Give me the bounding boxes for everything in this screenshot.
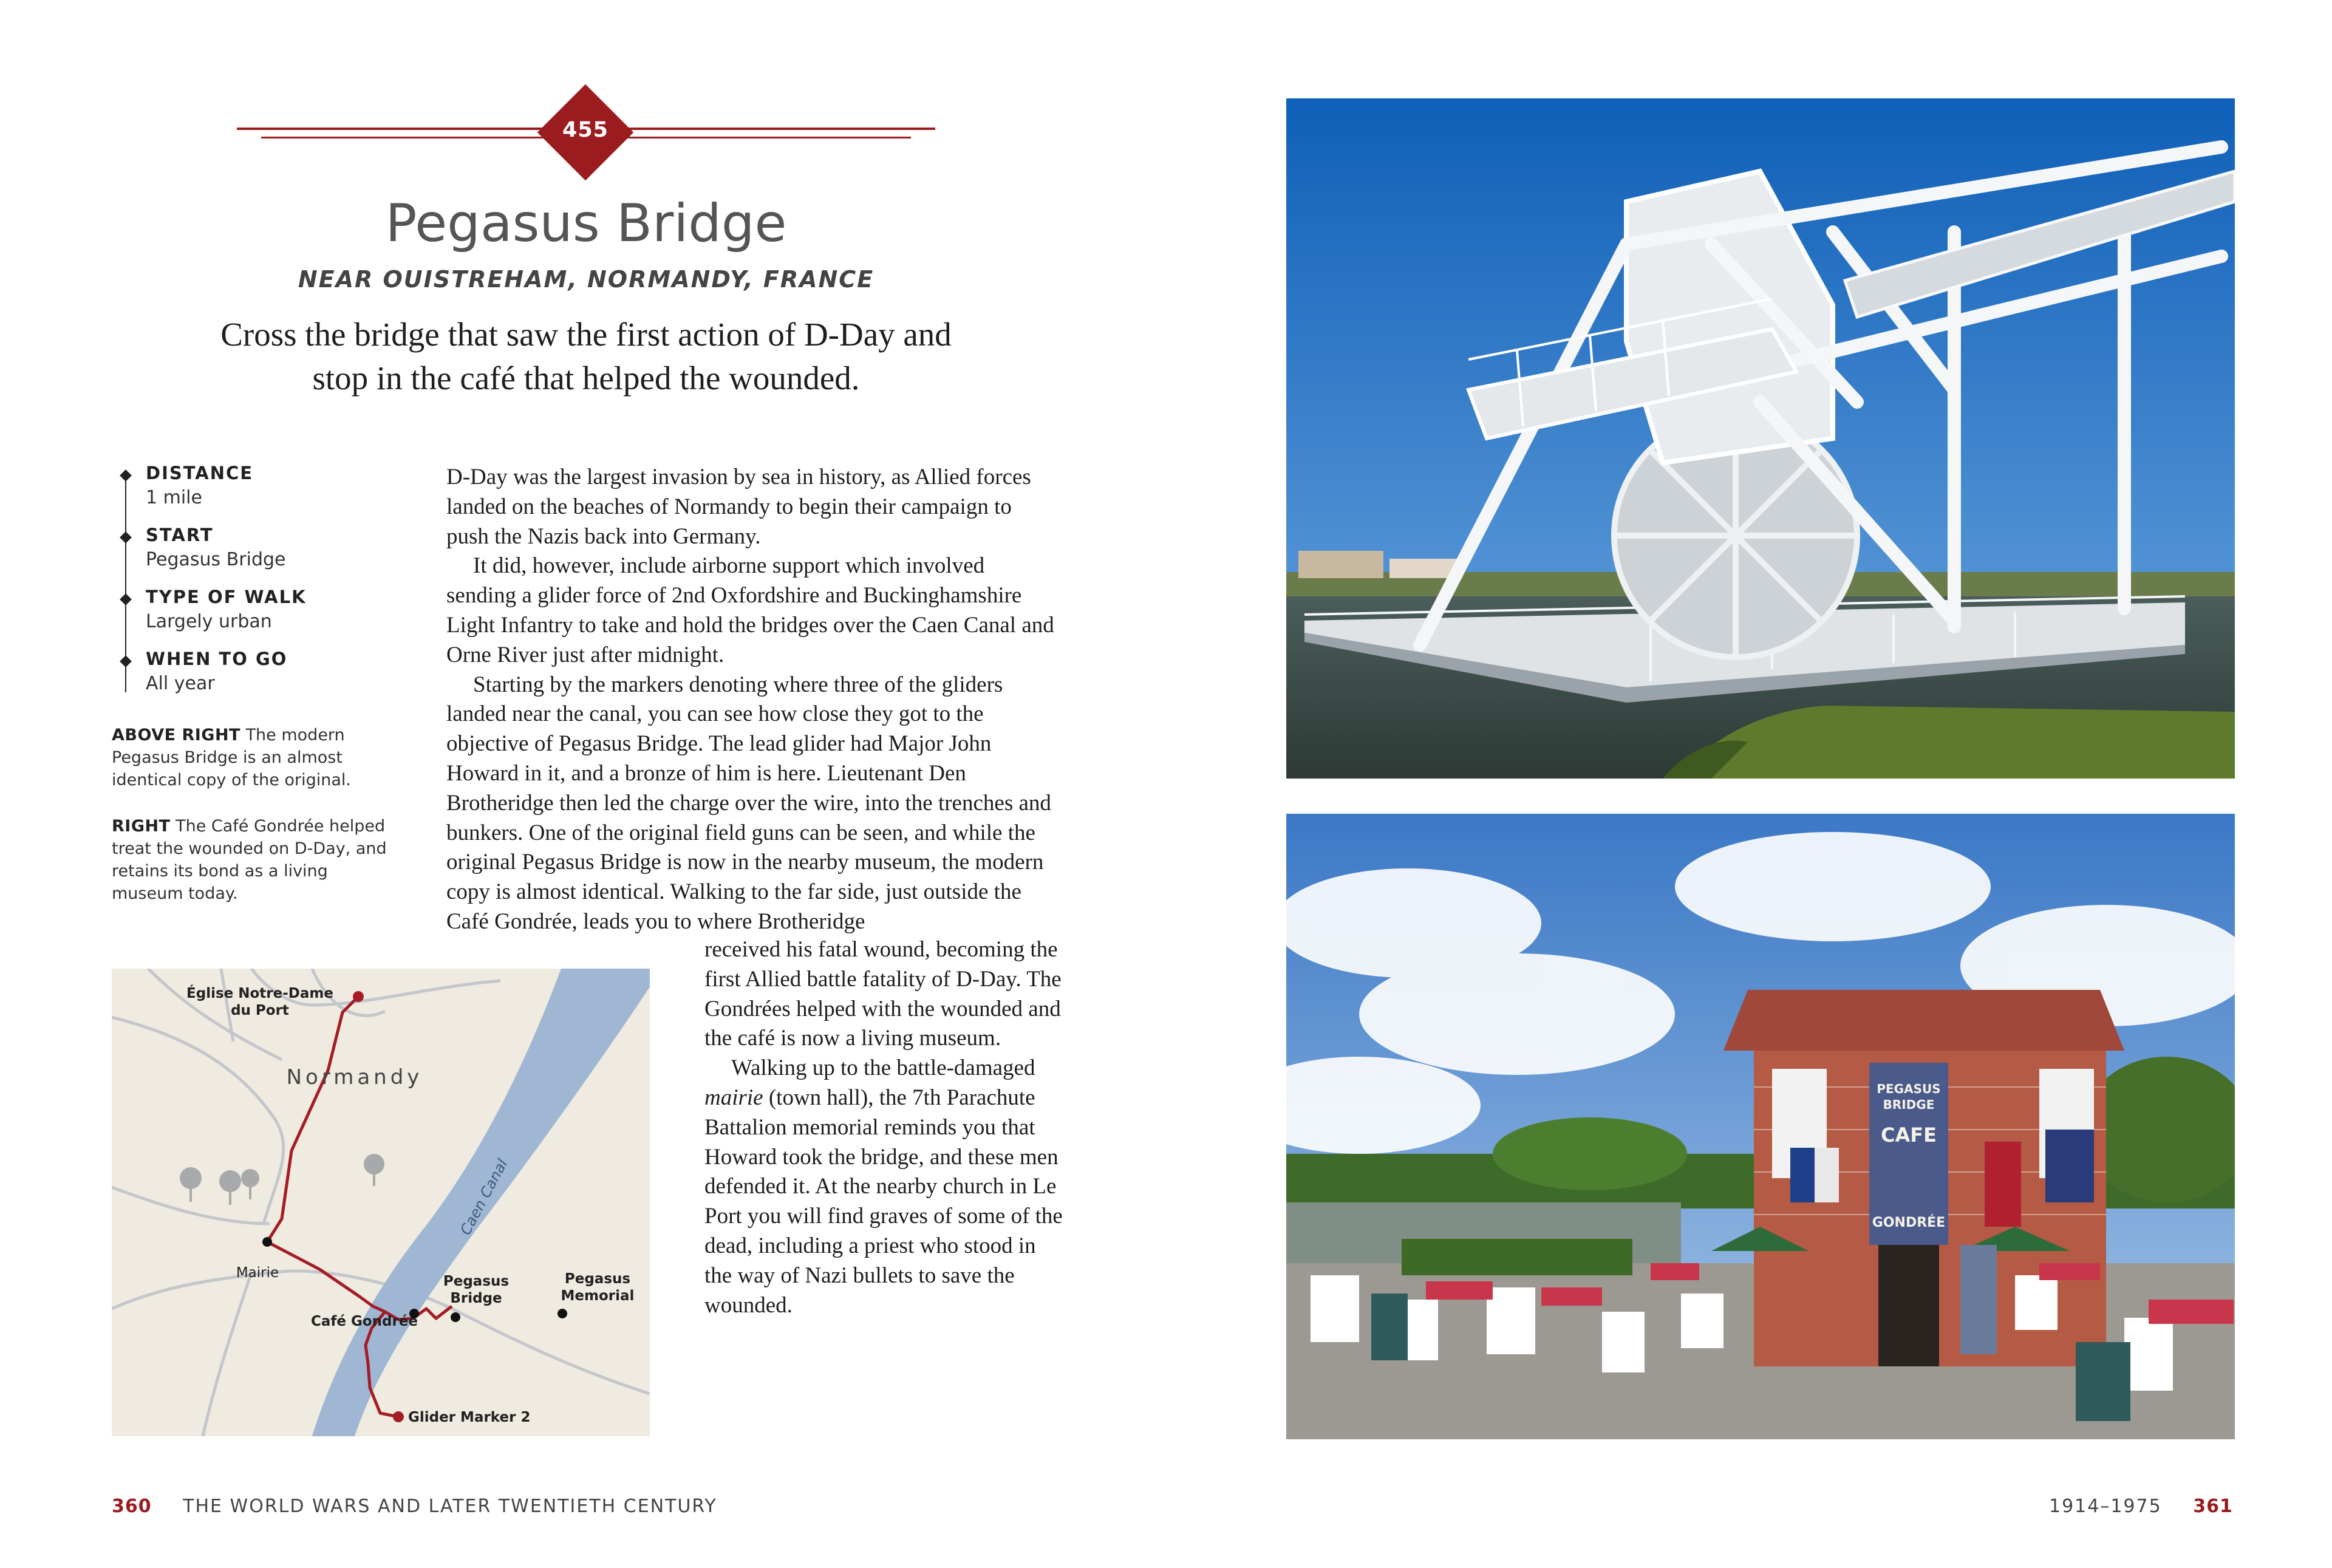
footer-left — [112, 1496, 717, 1517]
route-map — [112, 969, 650, 1436]
page-number-left: 360 — [112, 1496, 152, 1517]
sign-line: BRIDGE — [1883, 1097, 1935, 1112]
mairie-marker — [262, 1237, 272, 1247]
map-label: du Port — [231, 1003, 289, 1018]
sign-line: GONDRÉE — [1872, 1215, 1946, 1230]
caption-text: The modern Pegasus Bridge is an almost identical copy of the original. — [112, 726, 351, 789]
footer-right — [2049, 1496, 2233, 1517]
tree-trunk — [229, 1190, 231, 1205]
caption-lead: RIGHT — [112, 817, 171, 836]
region-label: Normandy — [286, 1065, 423, 1089]
bridge-marker — [451, 1312, 460, 1322]
body-paragraph: D-Day was the largest invasion by sea in history, as Allied forces landed on the beaches of Normandy to begin their campaign to push the Nazis back into Germany. — [446, 465, 1031, 549]
location-subtitle: NEAR OUISTREHAM, NORMANDY, FRANCE — [298, 266, 874, 293]
era-range: 1914–1975 — [2049, 1496, 2162, 1517]
header-rule-right — [619, 128, 935, 130]
map-label: Glider Marker 2 — [408, 1409, 531, 1425]
body-emphasis: mairie — [704, 1085, 763, 1110]
caption-lead: ABOVE RIGHT — [112, 726, 240, 745]
body-paragraph: Starting by the markers denoting where three of the gliders landed near the canal, you can see how close they got to the objective of Pegasus Bridge. The lead glider had Major John Howard in it, and a bronze of him is here. Lieutenant Den Brotheridge then led the charge over the wire, into the trenches and bunkers. One of the original field guns can be seen, and while the original Pegasus Bridge is now in the nearby museum, the modern copy is almost identical. Walking to the far side, just outside the Café Gondrée, leads you to where Brotheridge — [446, 672, 1051, 934]
tree-icon — [241, 1169, 259, 1187]
cafe-illustration — [1286, 814, 2235, 1439]
diamond-icon — [120, 593, 132, 605]
info-label: START — [146, 525, 214, 545]
map-label: Église Notre-Dame — [186, 986, 333, 1001]
canal-label: Caen Canal — [457, 1156, 511, 1238]
bridge-illustration — [1286, 98, 2235, 779]
route-map-svg — [112, 969, 650, 1436]
photo-cafe-gondree — [1286, 814, 2235, 1439]
memorial-marker — [557, 1309, 567, 1318]
info-label: DISTANCE — [146, 463, 254, 483]
map-label: Bridge — [450, 1290, 502, 1306]
tree-icon — [180, 1167, 202, 1189]
body-paragraph — [704, 1054, 1063, 1320]
body-text: (town hall), the 7th Parachute Battalion memorial reminds you that Howard took the bridge, and these men defended it. At the nearby church in Le Port you will find graves of some of the dead, including a priest who stood in the way of Nazi bullets to save the wounded. — [704, 1085, 1063, 1318]
walk-number: 455 — [562, 118, 609, 142]
header-rule-left — [237, 128, 553, 130]
eglise-marker — [353, 991, 364, 1002]
header-rule-left-inner — [261, 137, 553, 138]
tree-icon — [364, 1154, 384, 1174]
body-paragraph: It did, however, include airborne support which involved sending a glider force of 2nd Oxfordshire and Buckinghamshire Light Infantry to take and hold the bridges over the Caen Canal and Orne River just after midnight. — [446, 553, 1054, 667]
section-title: THE WORLD WARS AND LATER TWENTIETH CENTURY — [183, 1496, 717, 1517]
map-label: Memorial — [561, 1288, 635, 1304]
glider-marker — [393, 1411, 404, 1422]
info-label: WHEN TO GO — [146, 649, 288, 669]
caption-right — [112, 815, 403, 905]
map-label: Café Gondrée — [310, 1314, 418, 1329]
map-label: Mairie — [236, 1265, 279, 1281]
sign-line: PEGASUS — [1877, 1082, 1941, 1096]
tree-trunk — [189, 1187, 192, 1202]
diamond-icon — [120, 469, 132, 482]
tree-icon — [219, 1170, 241, 1192]
page-title: Pegasus Bridge — [385, 193, 787, 254]
body-text-column-continued — [704, 935, 1063, 1320]
tree-trunk — [249, 1186, 251, 1199]
info-value: Pegasus Bridge — [146, 549, 286, 570]
photo-pegasus-bridge — [1286, 98, 2235, 779]
sign-line: CAFE — [1881, 1123, 1937, 1147]
header-rule-right-inner — [619, 137, 911, 138]
diamond-icon — [120, 655, 132, 667]
diamond-icon — [120, 531, 132, 544]
body-text: Walking up to the battle-damaged — [731, 1055, 1035, 1081]
info-value: All year — [146, 673, 215, 694]
info-value: Largely urban — [146, 611, 272, 632]
lede: Cross the bridge that saw the first action of D-Day and stop in the café that helped the wounded. — [220, 316, 952, 397]
map-label: Pegasus — [443, 1273, 510, 1289]
body-paragraph: received his fatal wound, becoming the first Allied battle fatality of D-Day. The Gondrées helped with the wounded and the café is now a living museum. — [704, 937, 1062, 1051]
page-number-right: 361 — [2193, 1496, 2233, 1517]
tree-trunk — [373, 1173, 375, 1186]
info-value: 1 mile — [146, 487, 202, 508]
caption-above-right — [112, 724, 403, 791]
caption-text: The Café Gondrée helped treat the wounded on D-Day, and retains its bond as a living museum today. — [112, 817, 387, 903]
info-label: TYPE OF WALK — [146, 587, 307, 607]
body-text-column — [446, 463, 1060, 937]
map-label: Pegasus — [564, 1271, 631, 1287]
